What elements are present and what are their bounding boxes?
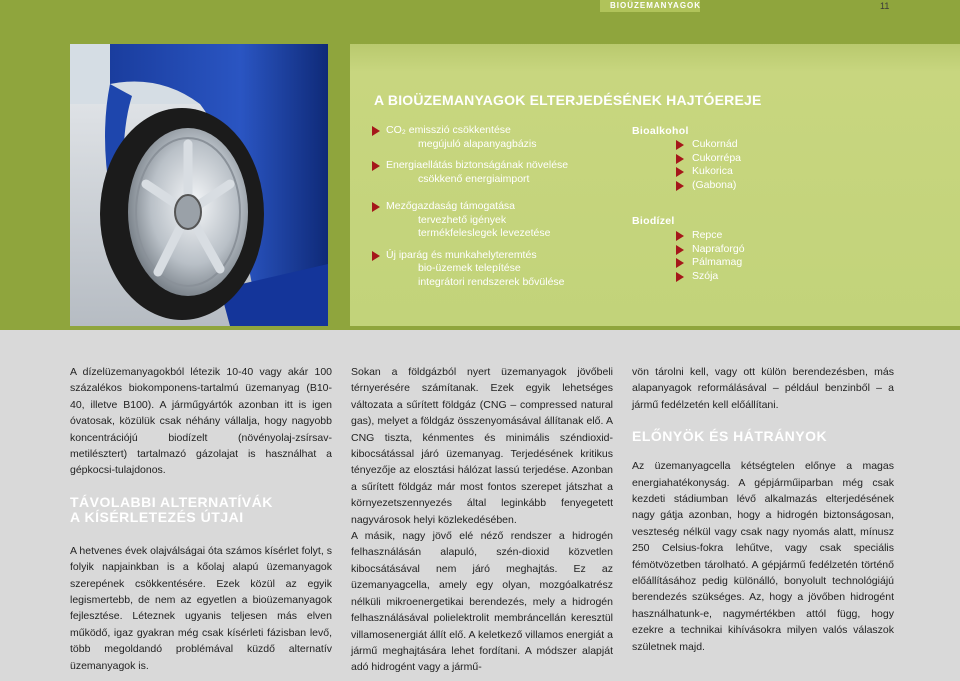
source-item bbox=[676, 270, 745, 284]
text-column-1 bbox=[70, 364, 332, 674]
driver-item bbox=[372, 200, 568, 214]
section-heading bbox=[70, 495, 332, 525]
triangle-bullet-icon bbox=[676, 167, 684, 177]
paragraph: Sokan a földgázból nyert üzemanyagok jövőbeli térnyerésére számítanak. Ezek egyik lehetséges változata a sűrített földgáz (CNG – compressed natural gas), melyet a földgáz összenyomásával állítanak elő. A CNG tiszta, kénmentes és minimális széndioxid-kibocsátással járó üzemanyag. Terjedésének kritikus tényezője az elosztási hálózat lassú terjedése. Azonban a sűrített földgáz már most fontos szerepet játszhat a környezetszennyezés által leginkább fenyegetett nagyvárosok helyi közlekedésében. bbox=[351, 366, 613, 526]
paragraph: A másik, nagy jövő elé néző rendszer a hidrogén felhasználásán alapuló, szén-dioxid közvetlen kibocsátásával nem járó meghajtás. Ez az üzemanyagcella, amely egy olyan, mozgóalkatrész nélküli mikroenergetikai berendezés, mely a hidrogén felhasználásával polielektrolit membráncellán keresztül villamosenergiát állít elő. A keletkező villamos energiát a jármű meghajtására lehet fordítani. A módszer alapját adó hidrogént vagy a jármű- bbox=[351, 530, 613, 674]
triangle-bullet-icon bbox=[676, 272, 684, 282]
driver-sub: megújuló alapanyagbázis bbox=[418, 137, 537, 150]
text-column-2 bbox=[351, 364, 613, 676]
bioalkohol-label: Bioalkohol bbox=[632, 125, 689, 137]
triangle-bullet-icon bbox=[372, 161, 380, 171]
driver-main: CO₂ emisszió csökkentése bbox=[386, 124, 511, 136]
biodizel-list bbox=[676, 229, 745, 283]
triangle-bullet-icon bbox=[372, 126, 380, 136]
running-head: BIOÜZEMANYAGOK bbox=[610, 1, 702, 10]
driver-main: Új iparág és munkahelyteremtés bbox=[386, 248, 537, 261]
drivers-list bbox=[372, 124, 568, 289]
source-item bbox=[676, 229, 745, 243]
paragraph: vön tárolni kell, vagy ott külön berendezésben, más alapanyagok reformálásával – például benzinből – a jármű fedélzetén kell előállítani. bbox=[632, 366, 894, 411]
triangle-bullet-icon bbox=[676, 258, 684, 268]
driver-sub: integrátori rendszerek bővülése bbox=[418, 275, 565, 288]
car-wheel-photo bbox=[70, 44, 328, 326]
source-label: Kukorica bbox=[692, 165, 733, 177]
source-label: Pálmamag bbox=[692, 256, 743, 268]
driver-main: Energiaellátás biztonságának növelése bbox=[386, 159, 569, 171]
source-item bbox=[676, 256, 745, 270]
page-number: 11 bbox=[880, 1, 890, 11]
triangle-bullet-icon bbox=[676, 245, 684, 255]
driver-main: Mezőgazdaság támogatása bbox=[386, 200, 515, 212]
driver-item bbox=[372, 249, 568, 263]
heading-line: A KÍSÉRLETEZÉS ÚTJAI bbox=[70, 508, 244, 525]
source-item bbox=[676, 138, 741, 152]
driver-sub: termékfeleslegek levezetése bbox=[418, 227, 551, 239]
driver-sub: bio-üzemek telepítése bbox=[418, 262, 521, 274]
source-label: Szója bbox=[692, 269, 719, 282]
source-item bbox=[676, 179, 741, 193]
bioalkohol-list bbox=[676, 138, 741, 192]
source-label: Cukorrépa bbox=[692, 151, 742, 164]
paragraph: A hetvenes évek olajválságai óta számos kísérlet folyt, s folyik napjainkban is a kőolaj alapú üzemanyagok szerepének csökkentésére. Ezek közül az egyik legismertebb, de nem az egyetlen a bioüzemanyagok fejlesztése. Léteznek ugyanis teljesen más elven működő, igaz gyakran még csak kísérleti fázisban levő, több megoldandó problémával küzdő alternatív üzemanyagok is. bbox=[70, 544, 332, 672]
triangle-bullet-icon bbox=[676, 181, 684, 191]
triangle-bullet-icon bbox=[372, 202, 380, 212]
triangle-bullet-icon bbox=[676, 154, 684, 164]
driver-item bbox=[372, 124, 568, 138]
heading-line: TÁVOLABBI ALTERNATÍVÁK bbox=[70, 493, 273, 510]
source-label: Repce bbox=[692, 229, 723, 241]
triangle-bullet-icon bbox=[372, 251, 380, 261]
source-item bbox=[676, 165, 741, 179]
header-strip bbox=[0, 0, 960, 12]
paragraph: A dízelüzemanyagokból létezik 10-40 vagy akár 100 százalékos biokomponens-tartalmú üzemanyag (B10-40, illetve B100). A járműgyártók azonban itt is igen óvatosak, közülük csak néhány vállalja, hogy nagyobb koncentrációjú biodízelt (növényolaj-zsírsav-metilésztert) tartalmazó gázolajat is használhat a gépkocsi-tulajdonos. bbox=[70, 366, 332, 477]
source-label: Cukornád bbox=[692, 138, 738, 150]
section-heading: ELŐNYÖK ÉS HÁTRÁNYOK bbox=[632, 428, 828, 445]
driver-sub: csökkenő energiaimport bbox=[418, 172, 530, 185]
text-column-3 bbox=[632, 364, 894, 655]
source-item bbox=[676, 152, 741, 166]
driver-sub: tervezhető igények bbox=[418, 213, 507, 226]
panel-title: A BIOÜZEMANYAGOK ELTERJEDÉSÉNEK HAJTÓEREJE bbox=[374, 92, 762, 108]
source-label: (Gabona) bbox=[692, 178, 737, 191]
source-label: Napraforgó bbox=[692, 242, 745, 255]
driver-item bbox=[372, 159, 568, 173]
source-item bbox=[676, 243, 745, 257]
triangle-bullet-icon bbox=[676, 140, 684, 150]
paragraph: Az üzemanyagcella kétségtelen előnye a magas energiahatékonyság. A gépjárműiparban még csak kezdeti stádiumban lévő alkalmazás elterjedésének nagy gátja azonban, hogy a hidrogén biztonságosan, veszteség nélkül vagy csak nagy nyomás alatt, mínusz 250 Celsius-fokra lehűtve, vagy csak speciális fémötvözetben tárolható. A gépjármű fedélzetén történő előállításához pedig különálló, bonyolult technológiájú berendezés szükséges. Az, hogy a jövőben hidrogént használhatunk-e, nagymértékben attól függ, hogy ezekre a technikai kihívásokra milyen valós válaszok születnek majd. bbox=[632, 460, 894, 653]
biodizel-label: Biodízel bbox=[632, 215, 675, 227]
triangle-bullet-icon bbox=[676, 231, 684, 241]
